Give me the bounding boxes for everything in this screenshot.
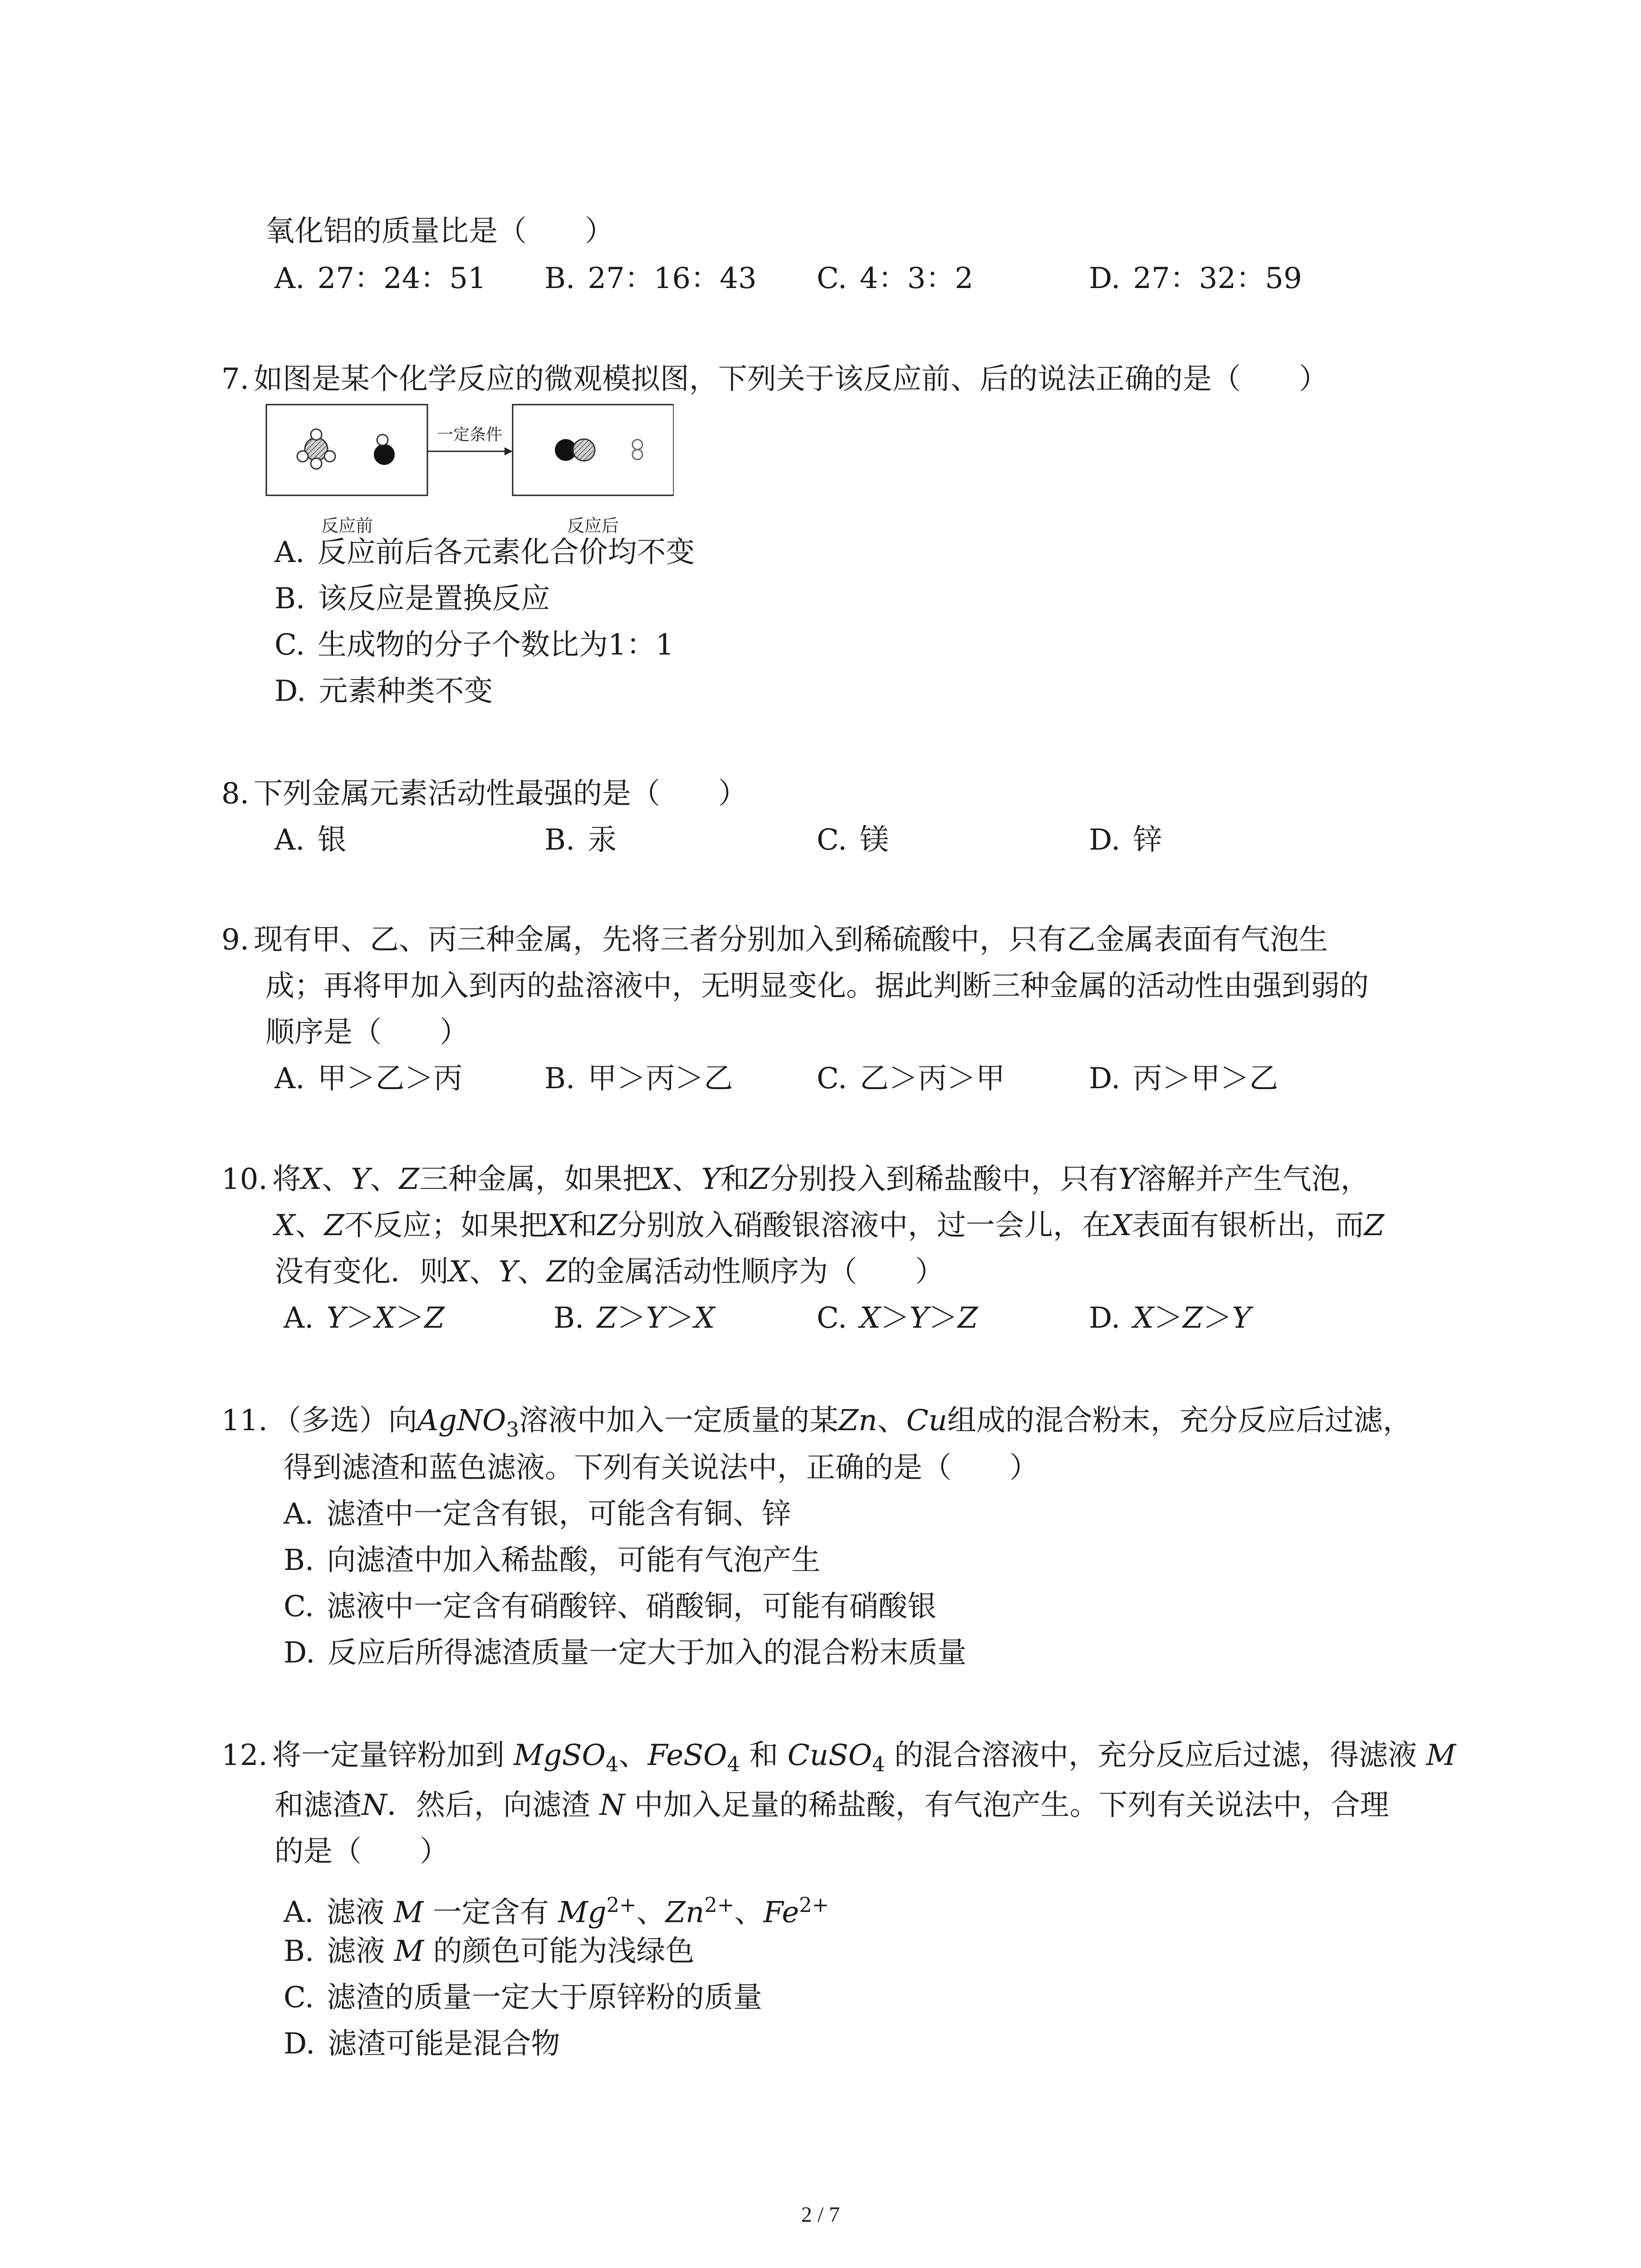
option-text: 反应前后各元素化合价均不变 <box>317 536 695 569</box>
superscript: 2+ <box>799 1893 829 1917</box>
option-text: 向滤渣中加入稀盐酸，可能有气泡产生 <box>327 1544 821 1577</box>
var-x: X <box>274 1209 295 1242</box>
product-molecule-1 <box>555 439 595 461</box>
q6-option-a <box>274 260 486 297</box>
var-y: Y <box>351 1163 370 1196</box>
var-m: M <box>393 1896 424 1930</box>
text: （多选）向 <box>272 1404 417 1437</box>
q7-option-c <box>274 627 674 663</box>
option-letter: C. <box>817 1062 847 1095</box>
option-text: 元素种类不变 <box>318 675 493 708</box>
subscript: 3 <box>506 1417 519 1442</box>
gt: ＞ <box>395 1301 425 1335</box>
question-text: 下列金属元素活动性最强的是（ ） <box>254 777 748 811</box>
option-letter: A. <box>274 536 305 569</box>
subscript: 4 <box>605 1752 619 1776</box>
q7-option-b <box>274 581 550 617</box>
var-x: X <box>374 1301 396 1335</box>
text: 溶解并产生气泡， <box>1137 1163 1370 1196</box>
option-letter: D. <box>284 2027 315 2061</box>
subscript: 4 <box>872 1752 885 1776</box>
q8-stem <box>221 776 747 812</box>
option-letter: D. <box>1089 1062 1121 1095</box>
option-letter: A. <box>284 1301 314 1335</box>
q10-option-b <box>554 1300 715 1336</box>
option-text: 4：3：2 <box>860 262 974 295</box>
question-number: 7. <box>221 362 250 396</box>
var-y: Y <box>326 1301 346 1335</box>
gt: ＞ <box>345 1301 375 1335</box>
text: 滤液 <box>327 1935 385 1968</box>
gt: ＞ <box>1203 1301 1232 1335</box>
var-x: X <box>301 1163 322 1196</box>
var-z: Z <box>597 1209 618 1242</box>
q9-option-b <box>544 1061 733 1097</box>
q10-stem-line-2 <box>274 1207 1384 1244</box>
var-z: Z <box>424 1301 445 1335</box>
text: 的颜色可能为浅绿色 <box>433 1935 695 1968</box>
option-text: 汞 <box>588 823 617 857</box>
option-text: 甲＞乙＞丙 <box>317 1062 463 1095</box>
text: 的混合溶液中，充分反应后过滤，得滤液 <box>894 1739 1417 1772</box>
q8-option-b <box>544 822 617 858</box>
q11-option-a <box>284 1496 791 1532</box>
q7-stem <box>221 361 1328 397</box>
q10-option-c <box>817 1300 978 1336</box>
var-z: Z <box>749 1163 770 1196</box>
arrow-head-icon <box>505 447 513 455</box>
text: 、 <box>618 1739 648 1772</box>
option-letter: B. <box>544 823 575 857</box>
text: 将 <box>272 1163 301 1196</box>
q12-option-a <box>284 1887 829 1931</box>
option-letter: B. <box>544 262 575 295</box>
reactant-molecule-2 <box>374 435 394 464</box>
option-letter: C. <box>284 1590 314 1623</box>
q11-stem-line-2: 得到滤渣和蓝色滤液。下列有关说法中，正确的是（ ） <box>284 1451 1038 1485</box>
q12-stem-line-1 <box>221 1737 1456 1783</box>
var-x: X <box>652 1163 672 1196</box>
text: 、 <box>517 1255 547 1289</box>
q12-option-d <box>284 2026 560 2062</box>
text: 一定含有 <box>432 1896 549 1930</box>
text: 分别放入硝酸银溶液中，过一会儿，在 <box>617 1209 1112 1242</box>
var-z: Z <box>597 1301 617 1335</box>
option-letter: A. <box>274 823 305 857</box>
ion-zn: Zn <box>665 1896 705 1930</box>
gt: ＞ <box>928 1301 958 1335</box>
question-number: 12. <box>221 1739 268 1772</box>
subscript: 4 <box>727 1752 740 1776</box>
text: 组成的混合粉末，充分反应后过滤， <box>947 1404 1412 1437</box>
q12-option-c <box>284 1980 762 2016</box>
text: 、 <box>322 1163 351 1196</box>
superscript: 2+ <box>606 1893 637 1917</box>
text: 没有变化．则 <box>274 1255 449 1289</box>
var-z: Z <box>1182 1301 1203 1335</box>
option-letter: D. <box>1089 262 1121 295</box>
q11-option-b <box>284 1542 820 1579</box>
var-n: N <box>599 1789 625 1822</box>
product-molecule-2 <box>632 440 642 459</box>
question-number: 9. <box>221 923 250 957</box>
option-letter: A. <box>274 1062 305 1095</box>
var-z: Z <box>1364 1209 1385 1242</box>
formula-cuso4: CuSO <box>787 1739 872 1772</box>
q6-option-b <box>544 260 757 297</box>
option-text: 滤渣中一定含有银，可能含有铜、锌 <box>326 1497 791 1531</box>
var-y: Y <box>1232 1301 1251 1335</box>
option-letter: C. <box>817 1301 847 1335</box>
before-box <box>266 405 427 495</box>
option-text: 滤渣可能是混合物 <box>328 2027 560 2061</box>
var-x: X <box>1133 1301 1154 1335</box>
q6-option-c <box>817 260 973 297</box>
formula-feso4: FeSO <box>647 1739 727 1772</box>
option-letter: A. <box>284 1896 314 1930</box>
var-z: Z <box>546 1255 567 1289</box>
reactant-molecule-1 <box>297 429 335 469</box>
option-text: 镁 <box>860 823 889 857</box>
var-z: Z <box>324 1209 345 1242</box>
option-text: 27：16：43 <box>588 262 757 295</box>
option-letter: C. <box>817 823 847 857</box>
q8-option-a <box>274 822 347 858</box>
q8-option-d <box>1089 822 1162 858</box>
option-letter: B. <box>544 1062 575 1095</box>
q10-stem-line-1 <box>221 1161 1370 1198</box>
ion-fe: Fe <box>763 1896 799 1930</box>
gt: ＞ <box>880 1301 910 1335</box>
gt: ＞ <box>1153 1301 1183 1335</box>
option-letter: A. <box>284 1497 314 1531</box>
var-y: Y <box>498 1255 518 1289</box>
q11-stem-line-1 <box>221 1403 1412 1448</box>
option-letter: B. <box>274 582 305 616</box>
var-y: Y <box>646 1301 666 1335</box>
option-text: 甲＞丙＞乙 <box>588 1062 733 1095</box>
option-letter: D. <box>1089 1301 1121 1335</box>
option-text: 生成物的分子个数比为1：1 <box>318 628 674 662</box>
q6-option-d <box>1089 260 1302 297</box>
text: 和 <box>749 1739 779 1772</box>
text: 不反应；如果把 <box>344 1209 548 1242</box>
text: 溶液中加入一定质量的某 <box>519 1404 838 1437</box>
option-text: 滤液中一定含有硝酸锌、硝酸铜，可能有硝酸银 <box>327 1590 937 1623</box>
option-letter: B. <box>284 1935 314 1968</box>
text: 将一定量锌粉加到 <box>272 1739 505 1772</box>
text: 、 <box>370 1163 399 1196</box>
var-n: N <box>362 1789 387 1822</box>
q12-stem-line-2 <box>274 1787 1389 1823</box>
option-letter: D. <box>1089 823 1121 857</box>
option-text: 反应后所得滤渣质量一定大于加入的混合粉末质量 <box>328 1636 967 1670</box>
var-x: X <box>449 1255 470 1289</box>
text: 、 <box>469 1255 499 1289</box>
option-letter: B. <box>284 1544 314 1577</box>
option-letter: B. <box>554 1301 584 1335</box>
var-x: X <box>694 1301 715 1335</box>
q9-stem-line-3: 顺序是（ ） <box>265 1016 469 1049</box>
q7-option-d <box>274 673 493 709</box>
formula-agno3: AgNO <box>417 1404 506 1437</box>
var-z: Z <box>957 1301 978 1335</box>
q8-option-c <box>817 822 889 858</box>
var-z: Z <box>399 1163 420 1196</box>
text: 、 <box>672 1163 701 1196</box>
q10-option-a <box>284 1300 445 1336</box>
text: 分别投入到稀盐酸中，只有 <box>769 1163 1118 1196</box>
var-y: Y <box>701 1163 720 1196</box>
option-letter: C. <box>817 262 847 295</box>
text: 滤液 <box>326 1896 385 1930</box>
q7-option-a <box>274 534 695 571</box>
text: 、 <box>295 1209 324 1242</box>
q11-option-c <box>284 1589 936 1625</box>
text: 和 <box>568 1209 598 1242</box>
formula-zn: Zn <box>838 1404 877 1437</box>
q11-option-d <box>284 1635 966 1671</box>
before-label: 反应前 <box>321 516 373 536</box>
var-m: M <box>394 1935 424 1968</box>
question-number: 10. <box>221 1163 268 1196</box>
option-text: 银 <box>317 823 347 857</box>
option-text: 27：24：51 <box>317 262 486 295</box>
option-text: 乙＞丙＞甲 <box>860 1062 1005 1095</box>
q6-stem-continuation: 氧化铝的质量比是（ ） <box>265 215 614 248</box>
q9-option-d <box>1089 1061 1278 1097</box>
q10-option-d <box>1089 1300 1251 1336</box>
text: 中加入足量的稀盐酸，有气泡产生。下列有关说法中，合理 <box>634 1789 1389 1822</box>
text: 表面有银析出，而 <box>1132 1209 1364 1242</box>
text: ．然后，向滤渣 <box>387 1789 590 1822</box>
question-text: 现有甲、乙、丙三种金属，先将三者分别加入到稀硫酸中，只有乙金属表面有气泡生 <box>254 923 1328 957</box>
text: 、 <box>734 1896 764 1930</box>
var-y: Y <box>909 1301 929 1335</box>
option-letter: C. <box>284 1981 314 2014</box>
formula-cu: Cu <box>906 1404 947 1437</box>
q12-stem-line-3: 的是（ ） <box>274 1835 449 1868</box>
q12-option-b <box>284 1933 695 1970</box>
option-letter: C. <box>274 628 305 662</box>
q9-stem-line-1 <box>221 922 1328 958</box>
text: 三种金属，如果把 <box>419 1163 652 1196</box>
gt: ＞ <box>665 1301 695 1335</box>
text: 的金属活动性顺序为（ ） <box>567 1255 945 1289</box>
ion-mg: Mg <box>558 1896 607 1930</box>
q10-stem-line-3 <box>274 1254 944 1290</box>
var-y: Y <box>1118 1163 1137 1196</box>
question-number: 11. <box>221 1404 268 1437</box>
q9-stem-line-2: 成；再将甲加入到丙的盐溶液中，无明显变化。据此判断三种金属的活动性由强到弱的 <box>265 969 1369 1003</box>
var-x: X <box>860 1301 881 1335</box>
superscript: 2+ <box>704 1893 735 1917</box>
after-label: 反应后 <box>567 516 619 536</box>
option-letter: A. <box>274 262 305 295</box>
q9-option-a <box>274 1061 463 1097</box>
text: 、 <box>636 1896 666 1930</box>
question-text: 如图是某个化学反应的微观模拟图，下列关于该反应前、后的说法正确的是（ ） <box>254 362 1328 396</box>
text: 和 <box>720 1163 749 1196</box>
option-text: 27：32：59 <box>1133 262 1302 295</box>
option-text: 锌 <box>1133 823 1162 857</box>
option-text: 丙＞甲＞乙 <box>1133 1062 1279 1095</box>
option-letter: D. <box>274 675 306 708</box>
var-m: M <box>1426 1739 1456 1772</box>
option-text: 滤渣的质量一定大于原锌粉的质量 <box>327 1981 763 2014</box>
var-x: X <box>548 1209 568 1242</box>
var-x: X <box>1111 1209 1132 1242</box>
condition-label: 一定条件 <box>436 425 503 444</box>
page-number: 2 / 7 <box>801 2203 840 2227</box>
q9-option-c <box>817 1061 1005 1097</box>
reaction-diagram <box>265 404 674 540</box>
text: 、 <box>877 1404 906 1437</box>
formula-mgso4: MgSO <box>514 1739 606 1772</box>
question-number: 8. <box>221 777 250 811</box>
gt: ＞ <box>617 1301 646 1335</box>
option-letter: D. <box>284 1636 315 1670</box>
text: 和滤渣 <box>274 1789 362 1822</box>
option-text: 该反应是置换反应 <box>318 582 550 616</box>
